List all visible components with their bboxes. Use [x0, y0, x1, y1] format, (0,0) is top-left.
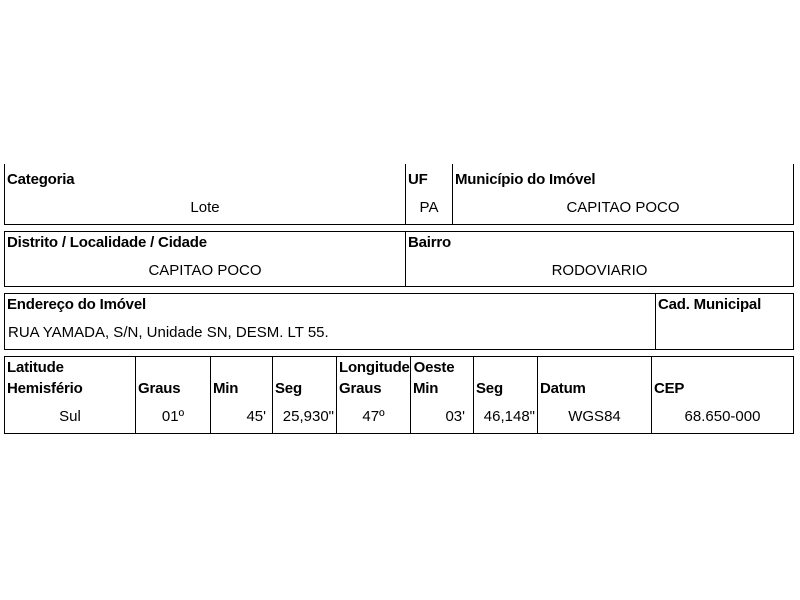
cell-municipio [452, 164, 793, 224]
distrito-value: CAPITAO POCO [148, 262, 262, 279]
cell-lon-seg [473, 357, 537, 433]
endereco-label: Endereço do Imóvel [7, 296, 146, 313]
categoria-value: Lote [190, 199, 220, 216]
municipio-value: CAPITAO POCO [566, 199, 680, 216]
cell-endereco [5, 294, 655, 349]
lat-graus-value: 01º [161, 408, 185, 425]
lon-graus-label: Graus [339, 380, 382, 397]
cell-datum [537, 357, 651, 433]
lon-seg-value: 46,148" [483, 408, 535, 425]
row-categoria [4, 164, 794, 225]
bairro-value: RODOVIARIO [551, 262, 648, 279]
cell-lat-seg [272, 357, 336, 433]
lat-graus-label: Graus [138, 380, 181, 397]
municipio-label: Município do Imóvel [455, 171, 596, 188]
datum-value: WGS84 [568, 408, 621, 425]
cell-uf [405, 164, 452, 224]
cell-lat-min [210, 357, 272, 433]
bairro-label: Bairro [408, 234, 451, 251]
lon-min-value: 03' [445, 408, 465, 425]
categoria-label: Categoria [7, 171, 75, 188]
lat-seg-label: Seg [275, 380, 302, 397]
lon-graus-value: 47º [362, 408, 385, 425]
cell-cep [651, 357, 793, 433]
cell-categoria [5, 164, 405, 224]
endereco-value: RUA YAMADA, S/N, Unidade SN, DESM. LT 55. [8, 324, 329, 341]
lat-seg-value: 25,930" [282, 408, 334, 425]
cep-value: 68.650-000 [684, 408, 761, 425]
uf-value: PA [419, 199, 439, 216]
distrito-label: Distrito / Localidade / Cidade [7, 234, 207, 251]
row-distrito [4, 231, 794, 287]
uf-label: UF [408, 171, 428, 188]
lat-min-label: Min [213, 380, 239, 397]
cell-distrito [5, 232, 405, 286]
cad-municipal-label: Cad. Municipal [658, 296, 762, 313]
cep-label: CEP [654, 380, 685, 397]
cell-latitude-hemisferio [5, 357, 135, 433]
row-coordenadas [4, 356, 794, 434]
longitude-label: Longitude Oeste [339, 359, 455, 376]
latitude-label: Latitude [7, 359, 64, 376]
cell-cad-municipal [655, 294, 793, 349]
row-endereco [4, 293, 794, 350]
hemisferio-label: Hemisfério [7, 380, 83, 397]
lat-min-value: 45' [246, 408, 266, 425]
datum-label: Datum [540, 380, 586, 397]
property-form [4, 164, 794, 434]
cell-bairro [405, 232, 793, 286]
lon-min-label: Min [413, 380, 439, 397]
hemisferio-value: Sul [59, 408, 81, 425]
cell-lon-min [410, 357, 473, 433]
cell-lat-graus [135, 357, 210, 433]
lon-seg-label: Seg [476, 380, 503, 397]
